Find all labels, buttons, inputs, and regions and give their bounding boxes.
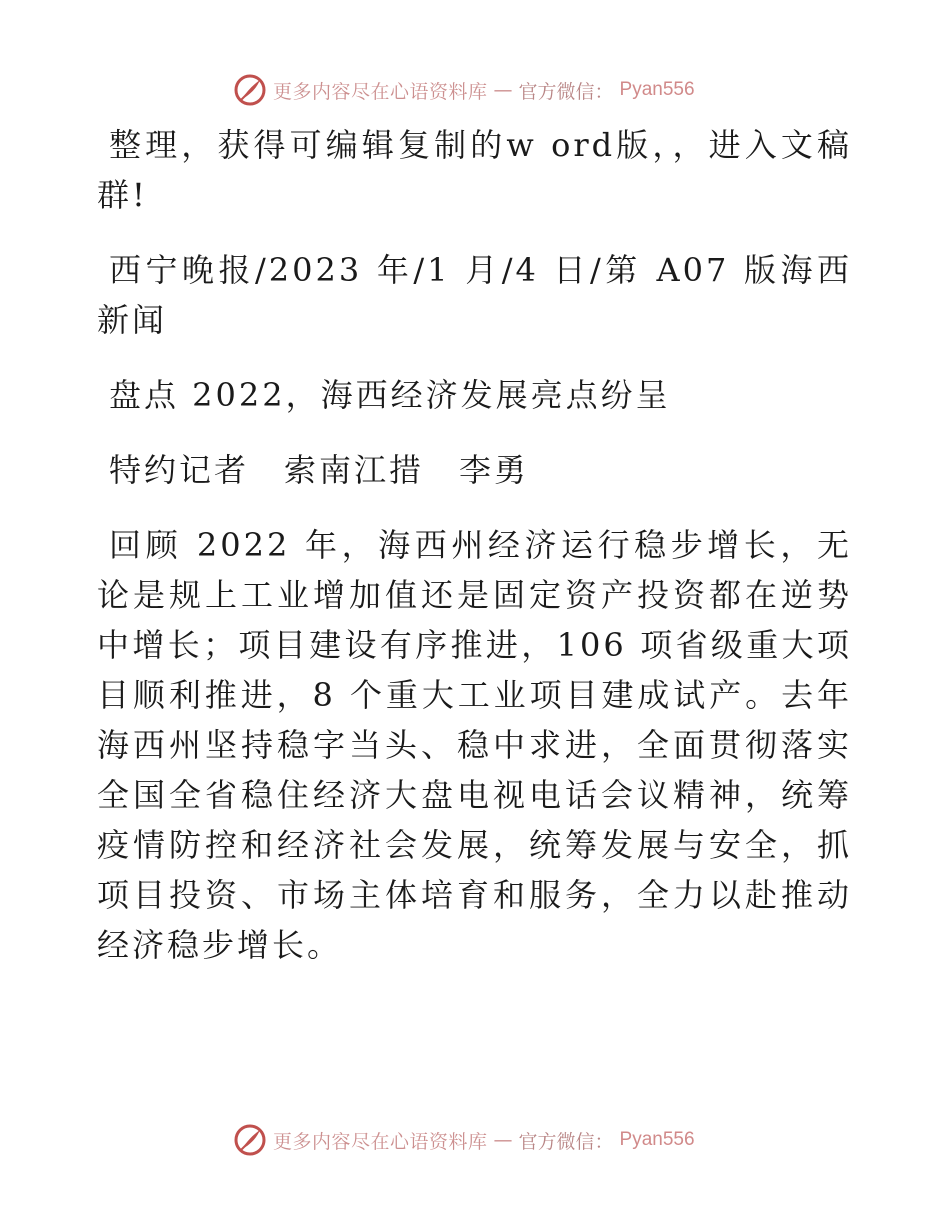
watermark-wechat-id: Pyan556 (619, 79, 695, 100)
byline: 特约记者 索南江措 李勇 (109, 451, 530, 489)
watermark-dash: — (493, 79, 513, 101)
watermark-wechat-label: 官方微信： (518, 80, 614, 103)
feather-logo-icon (233, 73, 267, 107)
intro-paragraph: 整理，获得可编辑复制的w ord版，，进入文稿群! (97, 126, 852, 214)
source-line: 西宁晚报/2023 年/1 月/4 日/第 A07 版海西新闻 (97, 251, 852, 339)
watermark-site-text: 更多内容尽在心语资料库 (273, 1130, 488, 1153)
body-paragraph: 回顾 2022 年，海西州经济运行稳步增长，无论是规上工业增加值还是固定资产投资都在逆势中增长；项目建设有序推进，106 项省级重大项目顺利推进，8 个重大工业项目建成试产。去年海西州坚持稳字当头、稳中求进，全面贯彻落实全国全省稳住经济大盘电视电话会议精神，统筹疫情防控和经济社会发展，统筹发展与安全，抓项目投资、市场主体培育和服务，全力以赴推动经济稳步增长。 (97, 526, 852, 964)
watermark-wechat-id: Pyan556 (619, 1129, 695, 1150)
feather-logo-icon (233, 1123, 267, 1157)
watermark-header (233, 72, 753, 108)
watermark-footer (233, 1122, 753, 1158)
watermark-wechat-label: 官方微信： (518, 1130, 614, 1153)
watermark-site-text: 更多内容尽在心语资料库 (273, 80, 488, 103)
watermark-dash: — (493, 1129, 513, 1151)
headline: 盘点 2022，海西经济发展亮点纷呈 (109, 376, 671, 414)
document-content (97, 120, 852, 970)
